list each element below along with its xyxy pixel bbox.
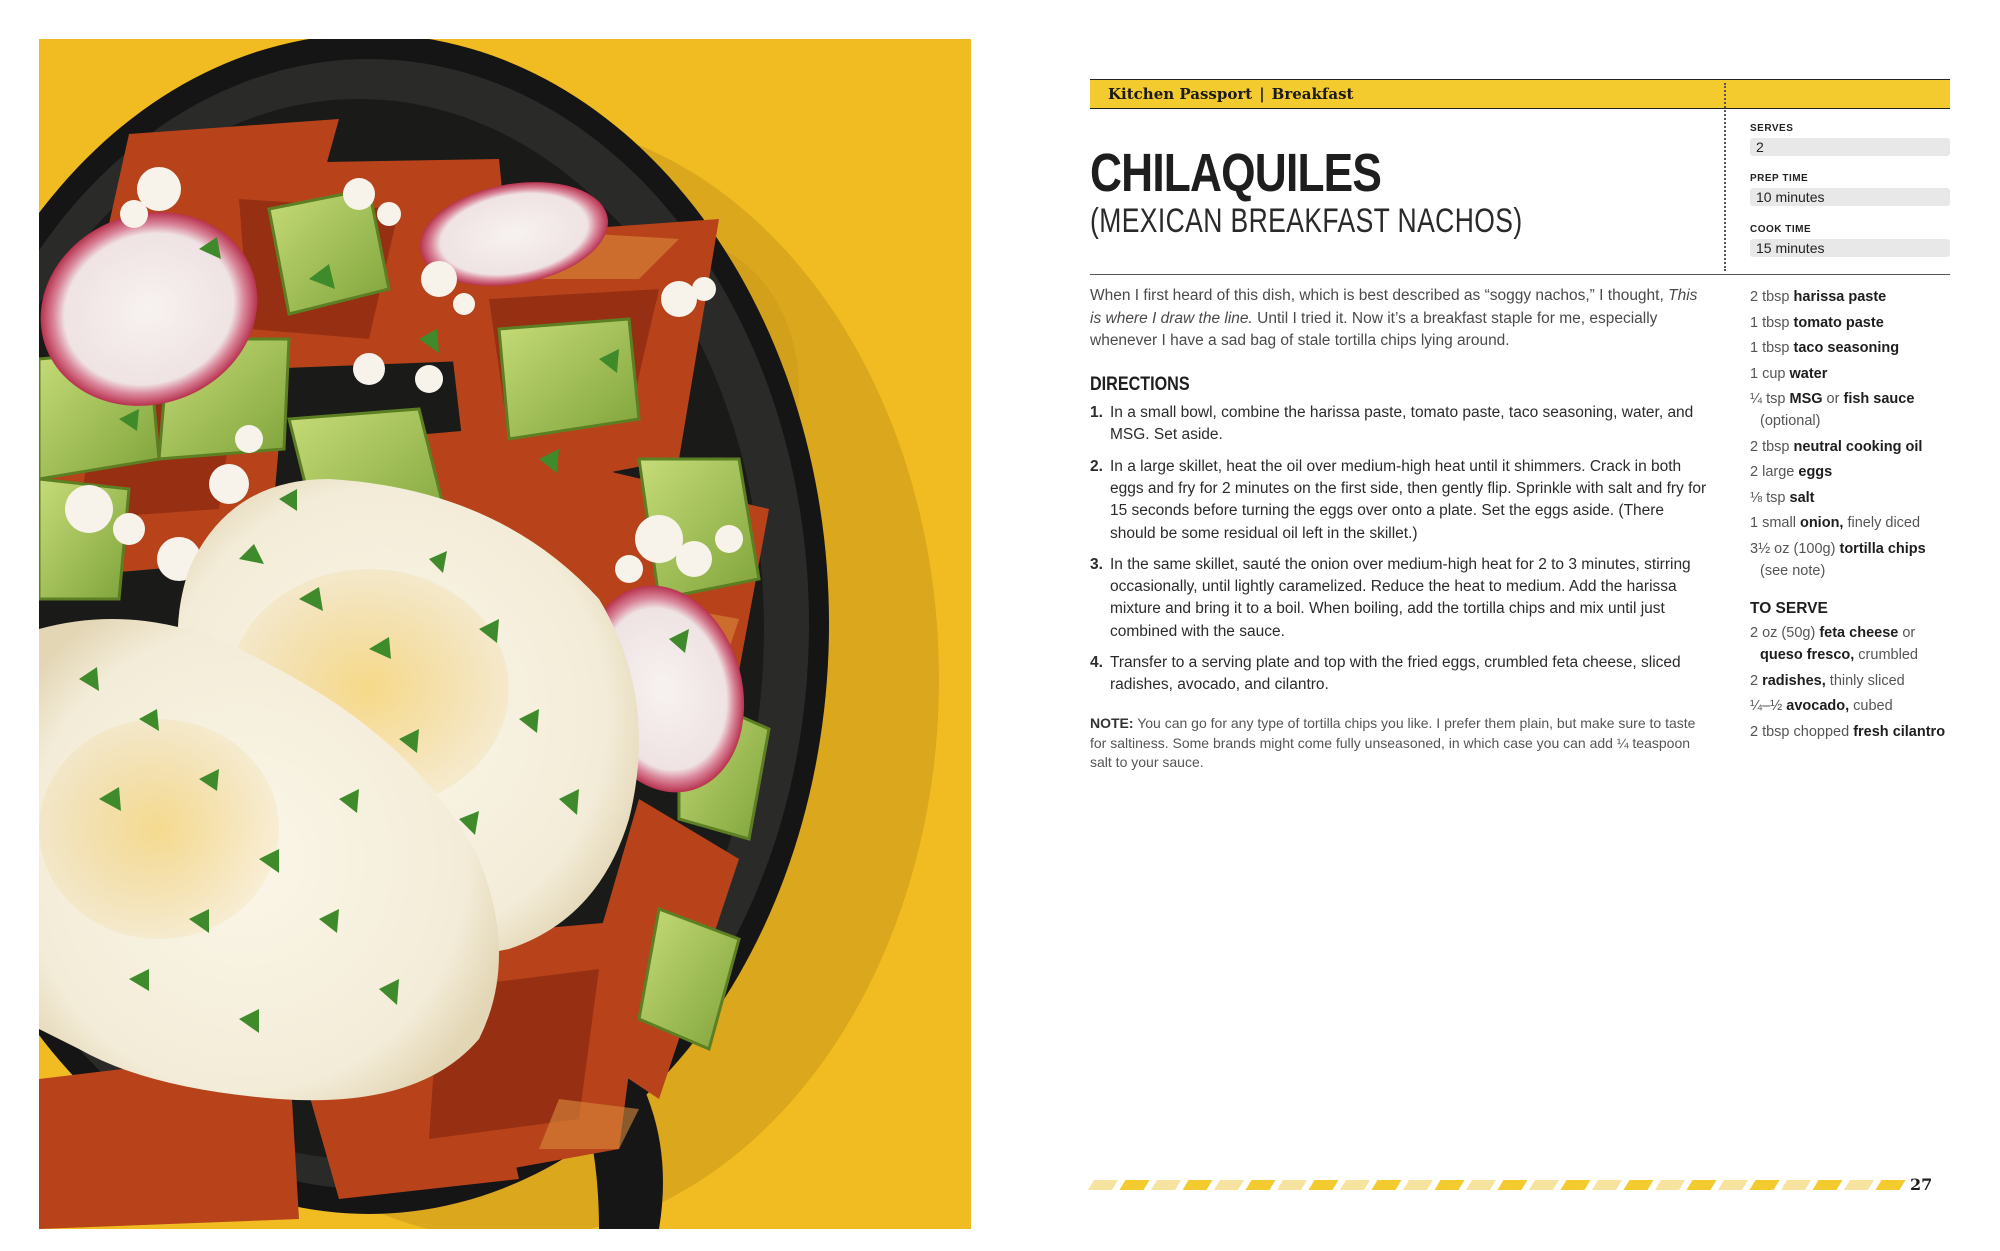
stripe-dash [1750, 1180, 1780, 1190]
ingredient-item [1750, 461, 1955, 483]
stripe-dash [1592, 1180, 1622, 1190]
section-name: Breakfast [1271, 85, 1354, 103]
stripe-dash [1435, 1180, 1465, 1190]
recipe-subtitle: (MEXICAN BREAKFAST NACHOS) [1090, 202, 1523, 240]
prep-time-label: PREP TIME [1750, 173, 1809, 184]
ingredient-item [1750, 487, 1955, 509]
stripe-dash [1876, 1180, 1906, 1190]
stripe-dash [1403, 1180, 1433, 1190]
ingredient-name-alt: queso fresco, [1760, 647, 1855, 663]
ingredient-item [1750, 622, 1955, 666]
stripe-dash [1309, 1180, 1339, 1190]
stripe-dash [1781, 1180, 1811, 1190]
ingredient-qty: 1 small [1750, 515, 1800, 531]
ingredient-name: feta cheese [1819, 625, 1899, 641]
ingredient-item [1750, 337, 1955, 359]
cook-time-label: COOK TIME [1750, 224, 1812, 235]
ingredient-item [1750, 538, 1955, 582]
ingredient-qty: 2 tbsp [1750, 289, 1794, 305]
recipe-title: CHILAQUILES [1090, 143, 1382, 203]
dotted-divider [1724, 83, 1726, 271]
stripe-dash [1340, 1180, 1370, 1190]
ingredient-item [1750, 436, 1955, 458]
footer-stripe [1088, 1180, 1908, 1192]
ingredient-name: water [1789, 365, 1828, 382]
stripe-dash [1844, 1180, 1874, 1190]
stripe-dash [1624, 1180, 1654, 1190]
intro-paragraph [1090, 285, 1710, 353]
direction-step [1090, 554, 1710, 643]
step-text: In a large skillet, heat the oil over medium-high heat until it shimmers. Crack in both eggs and fry for 2 minutes on the first side, then gently flip. Sprinkle with salt and fry for 15 seconds before turning the eggs over onto a plate. Set the eggs aside. (There should be some residual oil left in the skillet.) [1110, 458, 1707, 542]
ingredient-name: fresh cilantro [1853, 723, 1946, 740]
step-number: 4. [1090, 654, 1103, 671]
ingredient-qty: 2 tbsp chopped [1750, 723, 1854, 740]
running-header [1108, 82, 1353, 106]
direction-step [1090, 652, 1710, 696]
ingredient-qty: ¼–½ [1750, 698, 1787, 714]
ingredient-item [1750, 388, 1955, 432]
book-title: Kitchen Passport [1108, 85, 1253, 103]
ingredient-name: tomato paste [1793, 314, 1884, 331]
ingredient-item [1750, 363, 1955, 385]
ingredient-detail: (see note) [1760, 562, 1826, 579]
ingredient-qty: 2 [1750, 672, 1763, 689]
ingredient-detail: cubed [1849, 698, 1893, 714]
ingredient-name: taco seasoning [1793, 340, 1900, 356]
ingredient-detail: (optional) [1760, 413, 1821, 429]
stripe-dash [1498, 1180, 1528, 1190]
stripe-dash [1277, 1180, 1307, 1190]
ingredient-name: onion, [1799, 515, 1844, 531]
ingredient-name: harissa paste [1793, 289, 1887, 305]
stripe-dash [1466, 1180, 1496, 1190]
recipe-note [1090, 714, 1710, 773]
step-number: 2. [1090, 458, 1103, 475]
step-number: 1. [1090, 404, 1103, 421]
ingredient-name: MSG [1789, 391, 1823, 407]
cook-time-value: 15 minutes [1750, 239, 1950, 257]
ingredient-connector: or [1898, 625, 1916, 641]
serves-value: 2 [1750, 138, 1950, 156]
ingredient-item [1750, 512, 1955, 534]
step-number: 3. [1090, 556, 1103, 573]
ingredient-item [1750, 312, 1955, 334]
chilaquiles-photo-illustration [39, 39, 971, 1229]
cook-time-block [1750, 223, 1950, 257]
prep-time-block [1750, 172, 1950, 206]
ingredient-qty: 2 large [1750, 464, 1799, 480]
ingredient-item [1750, 286, 1955, 308]
ingredient-detail [1750, 644, 1955, 666]
ingredient-detail: finely diced [1843, 515, 1921, 531]
stripe-dash [1813, 1180, 1843, 1190]
ingredient-item [1750, 670, 1955, 692]
stripe-dash [1529, 1180, 1559, 1190]
intro-part-1: When I first heard of this dish, which is best described as “soggy nachos,” I thought, [1090, 287, 1669, 304]
stripe-dash [1561, 1180, 1591, 1190]
step-text: In the same skillet, sauté the onion over medium-high heat for 2 to 3 minutes, stirring occasionally, until lightly caramelized. Reduce the heat to medium. Add the harissa mixture and bring it to a boil. When boiling, add the tortilla chips and mix until just combined with the sauce. [1110, 556, 1691, 640]
stripe-dash [1246, 1180, 1276, 1190]
serves-block [1750, 122, 1950, 156]
ingredient-prep: crumbled [1854, 647, 1918, 663]
stripe-dash [1655, 1180, 1685, 1190]
stripe-dash [1088, 1180, 1118, 1190]
ingredient-list [1750, 286, 1955, 585]
ingredient-item [1750, 721, 1955, 743]
page-number: 27 [1910, 1175, 1933, 1194]
ingredient-detail: thinly sliced [1825, 672, 1905, 689]
prep-time-value: 10 minutes [1750, 188, 1950, 206]
stripe-dash [1687, 1180, 1717, 1190]
header-separator: | [1259, 85, 1265, 103]
ingredient-name: tortilla chips [1839, 540, 1926, 557]
horizontal-rule [1090, 274, 1950, 275]
ingredient-name-alt: fish sauce [1843, 391, 1915, 407]
ingredient-name: radishes, [1762, 672, 1826, 689]
ingredient-qty: ⅛ tsp [1750, 489, 1790, 506]
intro-italic: This is where I draw the line. [1090, 287, 1698, 327]
stripe-dash [1372, 1180, 1402, 1190]
stripe-dash [1718, 1180, 1748, 1190]
ingredient-name: neutral cooking oil [1793, 438, 1923, 455]
to-serve-list [1750, 622, 1955, 746]
stripe-dash [1183, 1180, 1213, 1190]
ingredient-connector: or [1822, 391, 1844, 407]
ingredient-name: eggs [1798, 464, 1833, 480]
intro-part-2: Until I tried it. Now it’s a breakfast staple for me, especially whenever I have a sad bag of stale tortilla chips lying around. [1090, 309, 1658, 349]
step-text: Transfer to a serving plate and top with the fried eggs, crumbled feta cheese, sliced radishes, avocado, and cilantro. [1110, 654, 1681, 694]
ingredient-item [1750, 695, 1955, 717]
note-label: NOTE: [1090, 715, 1134, 731]
step-text: In a small bowl, combine the harissa paste, tomato paste, taco seasoning, water, and MSG. Set aside. [1110, 404, 1694, 444]
ingredient-qty: 3½ oz (100g) [1750, 540, 1840, 557]
food-photo [39, 39, 971, 1229]
note-text: You can go for any type of tortilla chips you like. I prefer them plain, but make sure to taste for saltiness. Some brands might come fully unseasoned, in which case you can add ¼ teaspoon salt to your sauce. [1090, 715, 1696, 770]
ingredient-qty: 2 tbsp [1750, 438, 1794, 455]
ingredient-qty: 1 tbsp [1750, 314, 1794, 331]
serves-label: SERVES [1750, 123, 1794, 134]
ingredient-qty: 2 oz (50g) [1750, 625, 1820, 641]
to-serve-heading: TO SERVE [1750, 600, 1828, 617]
ingredient-name: salt [1789, 489, 1815, 506]
direction-step [1090, 456, 1710, 545]
ingredient-qty: 1 cup [1750, 365, 1790, 382]
directions-heading: DIRECTIONS [1090, 374, 1190, 395]
stripe-dash [1151, 1180, 1181, 1190]
ingredient-name: avocado, [1786, 698, 1850, 714]
stripe-dash [1120, 1180, 1150, 1190]
ingredient-qty: ¼ tsp [1750, 391, 1790, 407]
ingredient-qty: 1 tbsp [1750, 340, 1794, 356]
direction-step [1090, 402, 1710, 446]
stripe-dash [1214, 1180, 1244, 1190]
